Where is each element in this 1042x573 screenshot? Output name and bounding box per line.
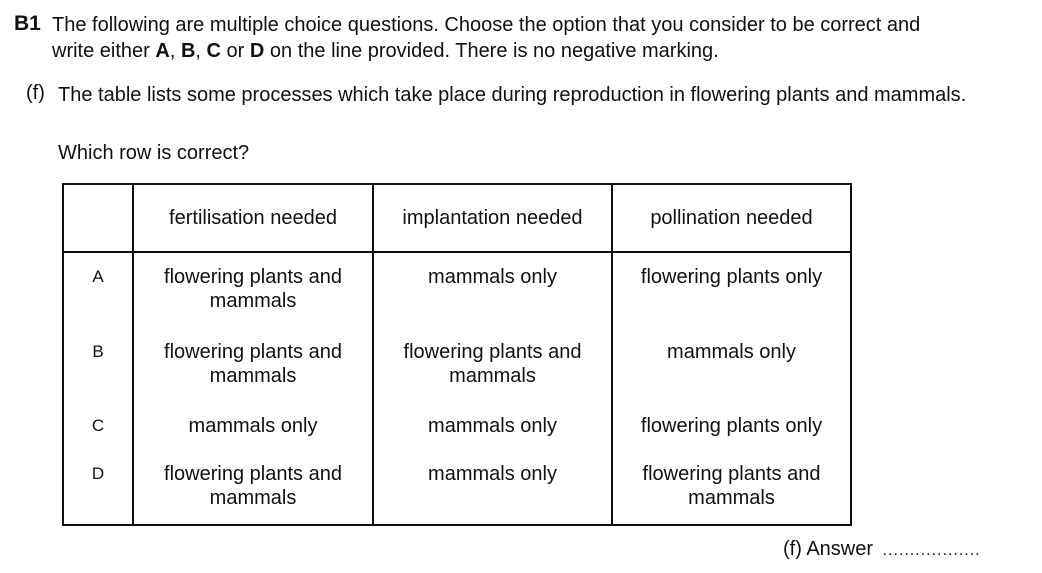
table-cell: flowering plants only: [612, 402, 851, 451]
header-fertilisation: fertilisation needed: [133, 184, 373, 252]
answer-label: (f) Answer: [783, 538, 874, 560]
table-row: [63, 451, 851, 525]
table-cell: flowering plants and mammals: [612, 451, 851, 525]
table-cell: flowering plants and mammals: [133, 328, 373, 402]
question-instructions: The following are multiple choice questions. Choose the option that you consider to be correct and write either A, B, C or D on the line provided. There is no negative marking.: [52, 14, 921, 62]
answer-blank[interactable]: ..................: [882, 542, 981, 559]
table-cell: mammals only: [133, 402, 373, 451]
header-cell-empty: [63, 184, 133, 252]
table-cell: flowering plants and mammals: [373, 328, 612, 402]
table-cell: flowering plants and mammals: [133, 252, 373, 328]
header-implantation: implantation needed: [373, 184, 612, 252]
answer-line: [783, 538, 981, 561]
question-number: B1: [14, 12, 41, 35]
table-row: [63, 328, 851, 402]
table-header-row: [63, 184, 851, 252]
table-row: [63, 252, 851, 328]
table-cell: mammals only: [373, 402, 612, 451]
row-key: C: [63, 402, 133, 451]
row-key: A: [63, 252, 133, 328]
row-key: B: [63, 328, 133, 402]
question-prompt: Which row is correct?: [58, 142, 250, 164]
table-cell: flowering plants and mammals: [133, 451, 373, 525]
part-label: (f): [26, 82, 45, 104]
table-cell: flowering plants only: [612, 252, 851, 328]
row-key: D: [63, 451, 133, 525]
options-table: [62, 183, 852, 526]
table-cell: mammals only: [612, 328, 851, 402]
question-stem: The table lists some processes which take place during reproduction in flowering plants and mammals.: [58, 84, 967, 106]
table-cell: mammals only: [373, 252, 612, 328]
table-cell: mammals only: [373, 451, 612, 525]
table-row: [63, 402, 851, 451]
header-pollination: pollination needed: [612, 184, 851, 252]
